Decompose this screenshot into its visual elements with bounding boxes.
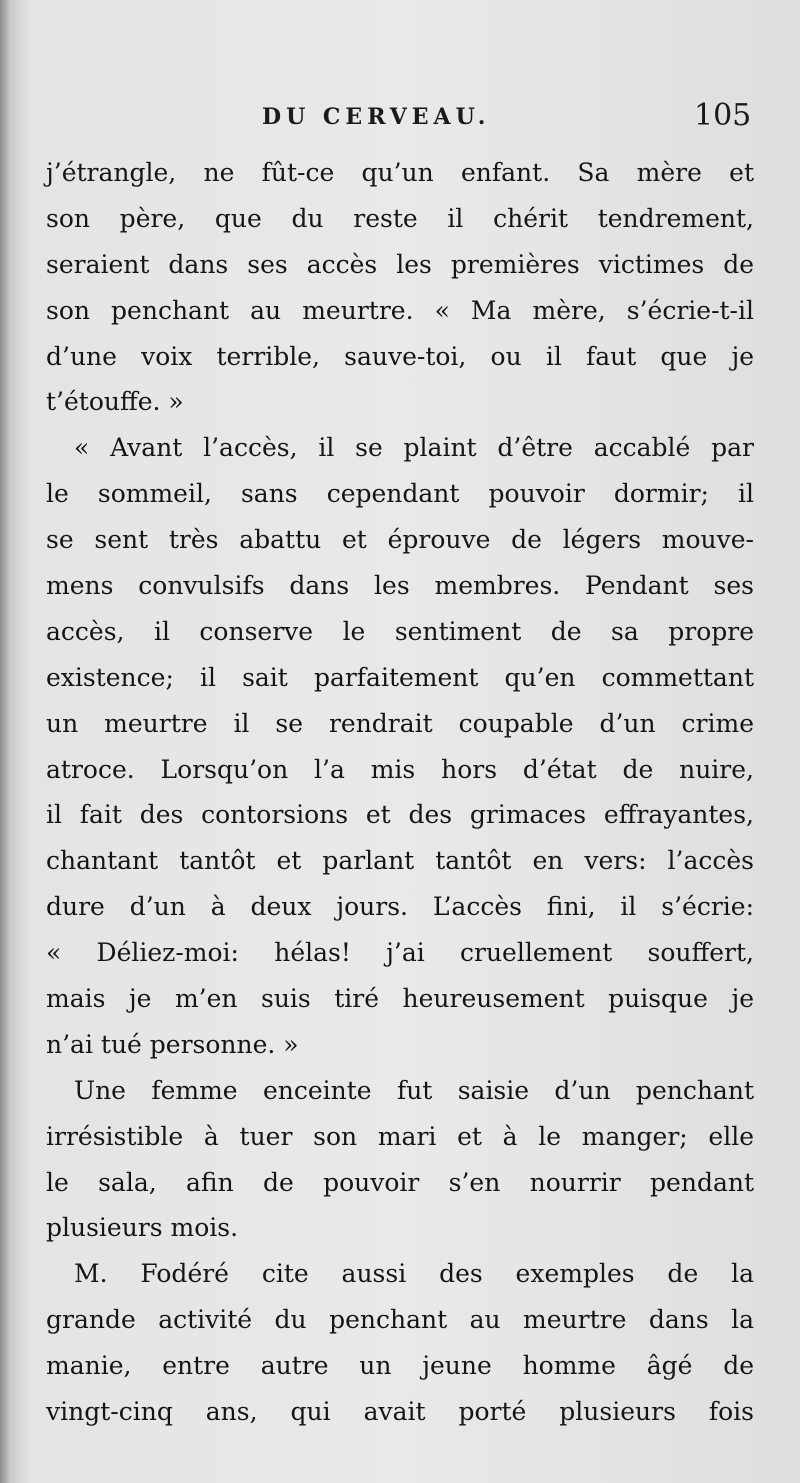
text-line: « Avant l’accès, il se plaint d’être accablé par — [74, 433, 754, 463]
text-line: mens convulsifs dans les membres. Pendant ses — [46, 571, 754, 601]
text-line: M. Fodéré cite aussi des exemples de la — [74, 1259, 754, 1289]
body-text — [46, 150, 754, 1435]
text-line: plusieurs mois. — [46, 1213, 239, 1243]
text-line: irrésistible à tuer son mari et à le manger; elle — [46, 1121, 754, 1151]
text-line: grande activité du penchant au meurtre dans la — [46, 1305, 754, 1335]
text-line: existence; il sait parfaitement qu’en commettant — [46, 662, 754, 692]
text-line: chantant tantôt et parlant tantôt en vers: l’accès — [46, 846, 754, 876]
text-line: « Déliez-moi: hélas! j’ai cruellement souffert, — [46, 938, 754, 968]
text-line: n’ai tué personne. » — [46, 1029, 299, 1059]
text-line: il fait des contorsions et des grimaces effrayantes, — [46, 800, 754, 830]
page-number: 105 — [694, 98, 752, 133]
text-line: Une femme enceinte fut saisie d’un penchant — [74, 1075, 754, 1105]
text-line: manie, entre autre un jeune homme âgé de — [46, 1351, 754, 1381]
text-line: dure d’un à deux jours. L’accès fini, il s’écrie: — [46, 892, 754, 922]
page-gutter-shadow — [0, 0, 10, 1483]
text-line: un meurtre il se rendrait coupable d’un crime — [46, 708, 754, 738]
text-line: d’une voix terrible, sauve-toi, ou il faut que je — [46, 341, 754, 371]
text-line: accès, il conserve le sentiment de sa propre — [46, 616, 754, 646]
text-line: mais je m’en suis tiré heureusement puisque je — [46, 984, 754, 1014]
text-line: son père, que du reste il chérit tendrement, — [46, 203, 754, 233]
text-line: t’étouffe. » — [46, 387, 184, 417]
running-head: DU CERVEAU. — [262, 104, 491, 130]
text-line: se sent très abattu et éprouve de légers mouve- — [46, 525, 754, 555]
text-line: seraient dans ses accès les premières victimes de — [46, 249, 754, 279]
text-line: le sommeil, sans cependant pouvoir dormir; il — [46, 479, 754, 509]
text-line: atroce. Lorsqu’on l’a mis hors d’état de nuire, — [46, 754, 754, 784]
text-line: j’étrangle, ne fût-ce qu’un enfant. Sa mère et — [46, 158, 754, 187]
page-header — [0, 98, 800, 138]
text-line: le sala, afin de pouvoir s’en nourrir pendant — [46, 1167, 754, 1197]
text-line: vingt-cinq ans, qui avait porté plusieurs fois — [46, 1397, 754, 1427]
text-line: son penchant au meurtre. « Ma mère, s’écrie-t-il — [46, 295, 754, 325]
